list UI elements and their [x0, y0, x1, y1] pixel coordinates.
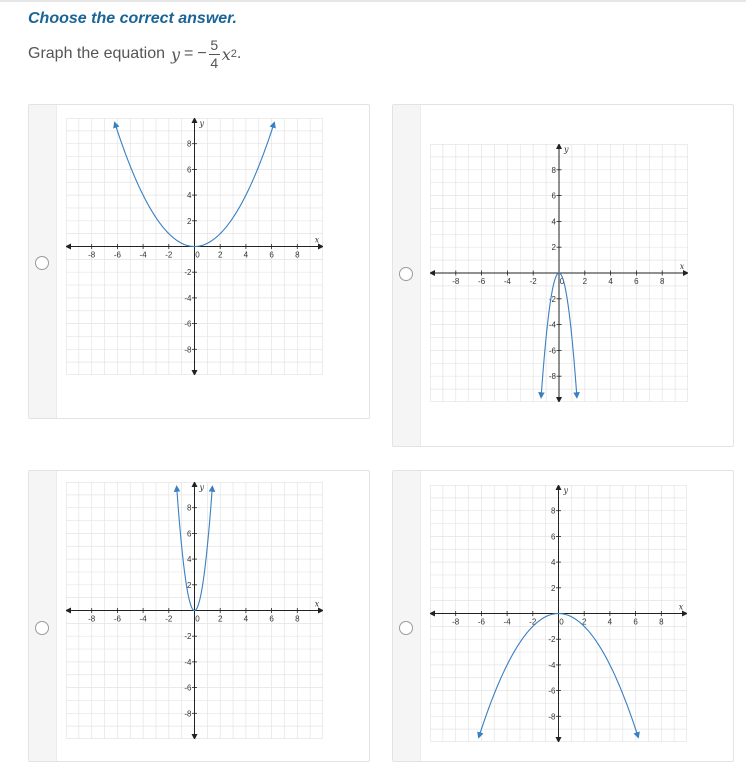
- x-tick-label: -6: [477, 617, 485, 627]
- choice-c-gutter: [29, 471, 57, 761]
- x-tick-label: -2: [529, 277, 537, 286]
- equation-y: y: [171, 44, 181, 64]
- choice-b-radio[interactable]: [399, 267, 413, 281]
- y-tick-label: -2: [184, 268, 192, 278]
- instruction-text: Choose the correct answer.: [28, 10, 237, 27]
- choice-d-gutter: [393, 471, 421, 761]
- x-tick-label: -2: [165, 614, 173, 624]
- top-divider: [0, 0, 746, 2]
- x-tick-label: -4: [503, 277, 511, 286]
- y-tick-label: -6: [548, 346, 556, 356]
- equation-minus: −: [197, 45, 207, 62]
- x-tick-label: 8: [659, 277, 665, 286]
- y-tick-label: 8: [551, 506, 556, 516]
- y-tick-label: -8: [548, 372, 556, 382]
- x-tick-label: 4: [243, 614, 249, 624]
- y-tick-label: -4: [548, 660, 556, 670]
- y-axis-label: y: [199, 119, 205, 128]
- x-tick-label: -4: [139, 614, 147, 624]
- y-tick-label: -8: [184, 709, 192, 719]
- fraction-numerator: 5: [210, 36, 219, 53]
- y-tick-label: 4: [187, 191, 192, 201]
- choice-c-radio[interactable]: [35, 621, 49, 635]
- choice-d-graph: [430, 485, 687, 742]
- question-lead: Graph the equation: [28, 45, 165, 62]
- x-tick-label: -4: [139, 250, 147, 260]
- x-tick-label: 8: [295, 614, 300, 624]
- y-tick-label: -2: [548, 635, 556, 645]
- y-tick-label: -6: [184, 683, 192, 693]
- x-tick-label: -8: [88, 614, 96, 624]
- fraction-denominator: 4: [210, 54, 219, 71]
- y-tick-label: -6: [548, 686, 556, 696]
- y-tick-label: -4: [184, 657, 192, 667]
- x-tick-label: 2: [582, 277, 588, 286]
- x-tick-label: 6: [633, 617, 638, 627]
- x-tick-label: 4: [243, 250, 249, 260]
- y-tick-label: 8: [551, 165, 556, 175]
- y-tick-label: -4: [184, 293, 192, 303]
- y-tick-label: 6: [551, 532, 556, 542]
- choice-d-radio[interactable]: [399, 621, 413, 635]
- x-tick-label: -8: [452, 617, 460, 627]
- x-tick-label: 6: [269, 250, 274, 260]
- y-tick-label: -8: [548, 712, 556, 722]
- x-tick-label: 0: [195, 250, 200, 260]
- y-tick-label: -8: [184, 345, 192, 355]
- y-tick-label: 4: [551, 217, 556, 227]
- question-text: [28, 34, 241, 74]
- choice-c-graph: [66, 482, 323, 739]
- y-tick-label: -2: [184, 632, 192, 642]
- equation-x: x: [221, 44, 231, 64]
- x-tick-label: 6: [634, 277, 639, 286]
- x-tick-label: -6: [113, 614, 121, 624]
- x-tick-label: 4: [607, 617, 613, 627]
- choice-a-graph: [66, 118, 323, 375]
- y-tick-label: 8: [187, 139, 192, 149]
- x-tick-label: 0: [559, 277, 565, 286]
- equation-exponent: 2: [230, 48, 237, 60]
- x-axis-label: x: [678, 602, 684, 612]
- x-tick-label: 2: [581, 617, 587, 627]
- equation-equals: =: [184, 45, 194, 62]
- y-tick-label: 6: [551, 191, 556, 201]
- x-tick-label: -8: [88, 250, 96, 260]
- y-tick-label: 2: [187, 216, 192, 226]
- y-tick-label: -4: [548, 320, 556, 330]
- x-tick-label: 2: [217, 614, 223, 624]
- x-tick-label: 8: [659, 617, 664, 627]
- x-tick-label: -2: [529, 617, 537, 627]
- y-tick-label: 2: [551, 243, 556, 253]
- y-axis-label: y: [564, 145, 569, 154]
- y-tick-label: 8: [187, 503, 192, 513]
- x-tick-label: -6: [113, 250, 121, 260]
- x-tick-label: 6: [269, 614, 274, 624]
- x-axis-label: x: [314, 235, 320, 245]
- y-tick-label: 4: [551, 558, 556, 568]
- x-tick-label: 0: [559, 617, 564, 627]
- choice-a-radio[interactable]: [35, 256, 49, 270]
- y-tick-label: -2: [548, 294, 556, 304]
- y-tick-label: 2: [187, 580, 192, 590]
- x-tick-label: 0: [195, 614, 200, 624]
- x-tick-label: 4: [608, 277, 613, 286]
- x-tick-label: -2: [165, 250, 173, 260]
- x-axis-label: x: [679, 262, 685, 271]
- x-tick-label: -4: [503, 617, 511, 627]
- x-tick-label: 2: [217, 250, 223, 260]
- x-axis-label: x: [314, 599, 320, 609]
- equation-fraction: [209, 38, 220, 71]
- y-axis-label: y: [563, 486, 569, 495]
- y-tick-label: 6: [187, 529, 192, 539]
- x-tick-label: 8: [295, 250, 300, 260]
- y-tick-label: -6: [184, 319, 192, 329]
- y-tick-label: 4: [187, 555, 192, 565]
- y-axis-label: y: [199, 483, 205, 492]
- equation-period: .: [236, 45, 242, 62]
- y-tick-label: 6: [187, 165, 192, 175]
- choice-b-graph: [430, 144, 688, 402]
- x-tick-label: -8: [452, 277, 460, 286]
- y-tick-label: 2: [551, 583, 556, 593]
- x-tick-label: -6: [478, 277, 486, 286]
